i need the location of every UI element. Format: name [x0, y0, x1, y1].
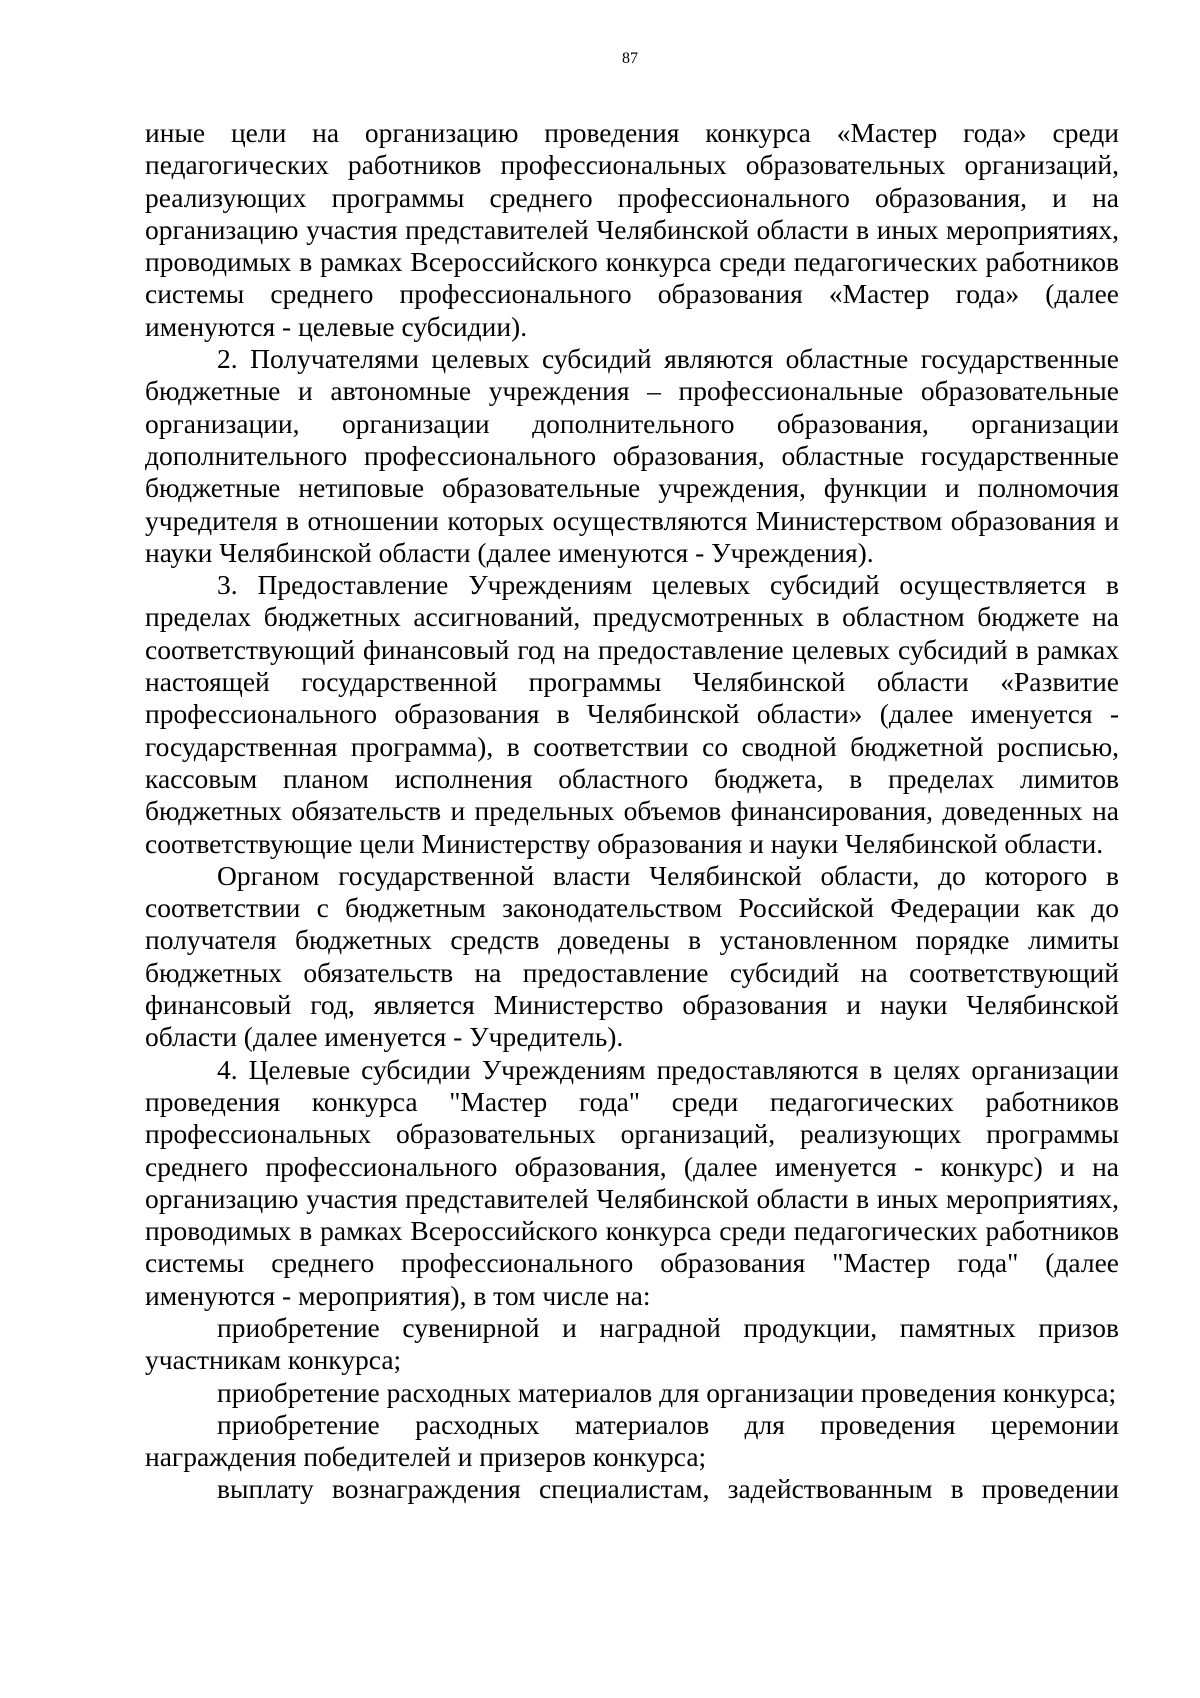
- paragraph-continuation: иные цели на организацию проведения конкурса «Мастер года» среди педагогических работников профессиональных образовательных организаций, реализующих программы среднего профессионального образования, и на организацию участия представителей Челябинской области в иных мероприятиях, проводимых в рамках Всероссийского конкурса среди педагогических работников системы среднего профессионального образования «Мастер года» (далее именуются - целевые субсидии).: [145, 117, 1119, 342]
- page-number: 87: [622, 50, 638, 67]
- paragraph-4-purposes: 4. Целевые субсидии Учреждениям предоставляются в целях организации проведения конкурса "Мастер года" среди педагогических работников профессиональных образовательных организаций, реализующих программы среднего профессионального образования, (далее именуется - конкурс) и на организацию участия представителей Челябинской области в иных мероприятиях, проводимых в рамках Всероссийского конкурса среди педагогических работников системы среднего профессионального образования "Мастер года" (далее именуются - мероприятия), в том числе на:: [145, 1053, 1119, 1311]
- document-body: [145, 117, 1119, 1506]
- list-item-materials-ceremony: приобретение расходных материалов для проведения церемонии награждения победителей и призеров конкурса;: [145, 1408, 1119, 1473]
- list-item-materials-contest: приобретение расходных материалов для организации проведения конкурса;: [217, 1376, 1117, 1408]
- paragraph-2-recipients: 2. Получателями целевых субсидий являются областные государственные бюджетные и автономные учреждения – профессиональные образовательные организации, организации дополнительного образования, организации дополнительного профессионального образования, областные государственные бюджетные нетиповые образовательные учреждения, функции и полномочия учредителя в отношении которых осуществляются Министерством образования и науки Челябинской области (далее именуются - Учреждения).: [145, 343, 1119, 568]
- list-item-specialists-fee: выплату вознаграждения специалистам, задействованным в проведении: [217, 1473, 1119, 1505]
- list-item-souvenirs: приобретение сувенирной и наградной продукции, памятных призов участникам конкурса;: [145, 1311, 1119, 1376]
- paragraph-founder: Органом государственной власти Челябинской области, до которого в соответствии с бюджетным законодательством Российской Федерации как до получателя бюджетных средств доведены в установленном порядке лимиты бюджетных обязательств на предоставление субсидий на соответствующий финансовый год, является Министерство образования и науки Челябинской области (далее именуется - Учредитель).: [145, 859, 1119, 1053]
- paragraph-3-provision: 3. Предоставление Учреждениям целевых субсидий осуществляется в пределах бюджетных ассигнований, предусмотренных в областном бюджете на соответствующий финансовый год на предоставление целевых субсидий в рамках настоящей государственной программы Челябинской области «Развитие профессионального образования в Челябинской области» (далее именуется - государственная программа), в соответствии со сводной бюджетной росписью, кассовым планом исполнения областного бюджета, в пределах лимитов бюджетных обязательств и предельных объемов финансирования, доведенных на соответствующие цели Министерству образования и науки Челябинской области.: [145, 569, 1119, 859]
